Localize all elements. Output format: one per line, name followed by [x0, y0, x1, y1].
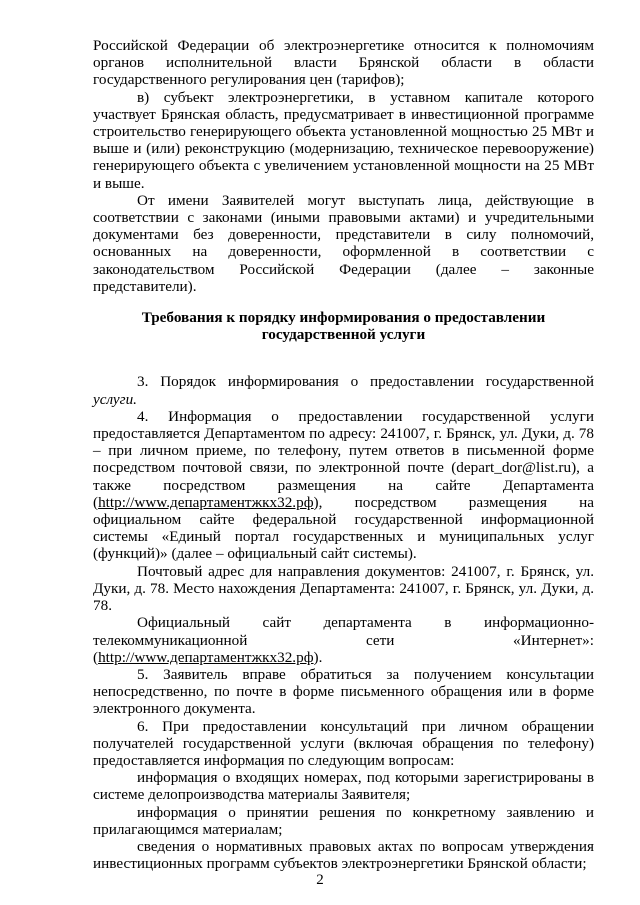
- paragraph-3-text: 3. Порядок информирования о предоставлении государственной: [137, 373, 594, 391]
- paragraph-3: [93, 373, 594, 407]
- paragraph-5: 5. Заявитель вправе обратиться за получением консультации непосредственно, по почте в форме письменного обращения или в форме электронного документа.: [93, 665, 594, 718]
- list-item-incoming-numbers: информация о входящих номерах, под которыми зарегистрированы в системе делопроизводства материалы Заявителя;: [93, 769, 594, 804]
- section-heading-line-1: Требования к порядку информирования о предоставлении: [141, 309, 546, 327]
- page-number: 2: [316, 872, 324, 888]
- paragraph-4-text-2: ), посредством размещения на официальном сайте федеральной государственной информационной системы «Единый портал государственных и муниципальных услуг (функций)» (далее – официальный сайт системы).: [93, 493, 594, 563]
- section-heading-line-2: государственной услуги: [261, 326, 426, 344]
- department-site-link[interactable]: http://www.департаментжкх32.рф: [98, 493, 314, 511]
- official-site-text-1: Официальный сайт департамента в информационно-телекоммуникационной сети «Интернет»: (: [93, 614, 594, 666]
- paragraph-official-site: [93, 614, 594, 666]
- official-site-link[interactable]: http://www.департаментжкх32.рф: [98, 648, 314, 666]
- list-item-decision-info: информация о принятии решения по конкретному заявлению и прилагающимся материалам;: [93, 803, 594, 838]
- paragraph-4-text-1: 4. Информация о предоставлении государственной услуги предоставляется Департаментом по адресу: 241007, г. Брянск, ул. Дуки, д. 78 – при личном приеме, по телефону, путем ответов в письменной форме посредством почтовой связи, по электронной почте (depart_dor@list.ru), а также посредством размещения на сайте Департамента (: [93, 407, 594, 511]
- list-item-normative-acts: сведения о нормативных правовых актах по вопросам утверждения инвестиционных программ субъектов электроэнергетики Брянской области;: [93, 837, 594, 873]
- paragraph-6: 6. При предоставлении консультаций при личном обращении получателей государственной услуги (включая обращения по телефону) предоставляется информация по следующим вопросам:: [93, 717, 594, 769]
- paragraph-3-tail: услуги.: [93, 390, 137, 408]
- paragraph-item-v: в) субъект электроэнергетики, в уставном капитале которого участвует Брянская область, предусматривает в инвестиционной программе строительство генерирующего объекта установленной мощностью 25 МВт и выше и (или) реконструкцию (модернизацию, техническое перевооружение) генерирующего объекта с увеличением установленной мощности на 25 МВт и выше.: [93, 88, 594, 192]
- paragraph-4: [93, 408, 594, 563]
- official-site-text-2: ).: [313, 648, 323, 666]
- paragraph-representatives: От имени Заявителей могут выступать лица, действующие в соответствии с законами (иными правовыми актами) и учредительными документами без доверенности, представители в силу полномочий, основанных на доверенности, оформленной в соответствии с законодательством Российской Федерации (далее – законные представители).: [93, 191, 594, 295]
- paragraph-continuation: Российской Федерации об электроэнергетике относится к полномочиям органов исполнительной власти Брянской области в области государственного регулирования цен (тарифов);: [93, 37, 594, 89]
- paragraph-postal-address: Почтовый адрес для направления документов: 241007, г. Брянск, ул. Дуки, д. 78. Место нахождения Департамента: 241007, г. Брянск, ул. Дуки, д. 78.: [93, 562, 594, 615]
